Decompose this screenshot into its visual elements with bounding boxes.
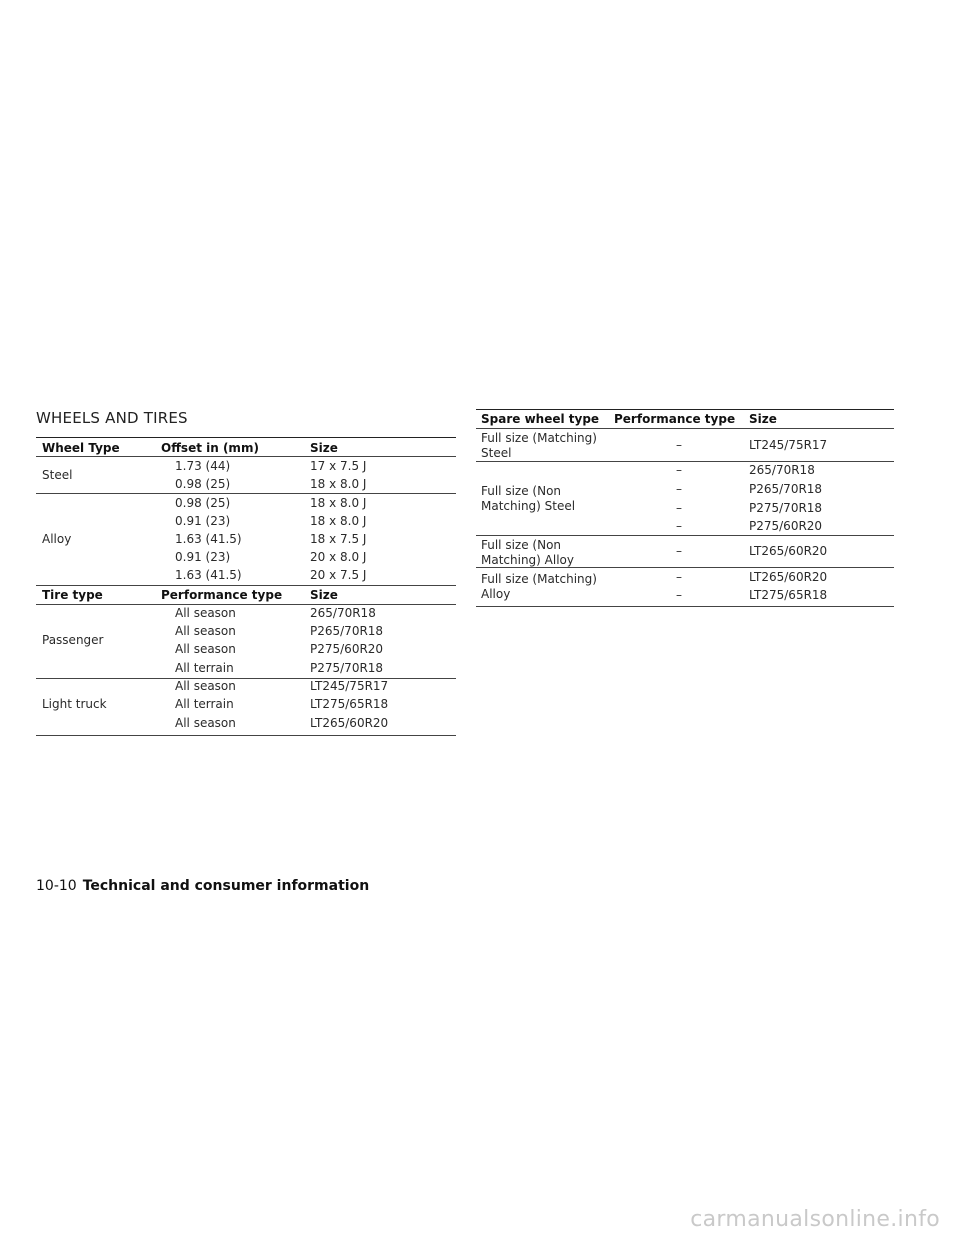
- size-cell: P265/70R18: [749, 482, 823, 496]
- size-cell: 18 x 8.0 J: [310, 496, 367, 510]
- size-cell: 20 x 7.5 J: [310, 568, 367, 582]
- size-cell: LT275/65R18: [749, 588, 828, 602]
- size-cell: P275/60R20: [310, 642, 384, 656]
- tire-type-header: Tire type: [42, 588, 103, 602]
- size-cell: P275/70R18: [749, 501, 823, 515]
- spare-type-line: Full size (Non: [481, 538, 562, 552]
- offset-header: Offset in (mm): [161, 441, 259, 455]
- performance-cell: –: [676, 463, 682, 477]
- size-cell: LT275/65R18: [310, 697, 389, 711]
- spare-type-line: Alloy: [481, 587, 511, 601]
- size-cell: 265/70R18: [310, 606, 376, 620]
- spare-type-line: Steel: [481, 446, 512, 460]
- performance-cell: –: [676, 438, 682, 452]
- offset-cell: 0.91 (23): [175, 514, 231, 528]
- wheels-tires-table: [36, 437, 456, 737]
- spare-type-line: Full size (Matching): [481, 431, 597, 445]
- performance-cell: –: [676, 544, 682, 558]
- size-cell: P275/60R20: [749, 519, 823, 533]
- performance-cell: –: [676, 570, 682, 584]
- spare-type-header: Spare wheel type: [481, 412, 600, 426]
- spare-wheel-table: [476, 409, 894, 609]
- size-cell: 18 x 8.0 J: [310, 477, 367, 491]
- size-cell: P275/70R18: [310, 661, 384, 675]
- spare-type-cell: [481, 538, 574, 568]
- size-cell: P265/70R18: [310, 624, 384, 638]
- performance-cell: All season: [175, 679, 236, 693]
- table-top-rule: [36, 437, 456, 438]
- size-cell: LT265/60R20: [749, 570, 828, 584]
- performance-header: Performance type: [161, 588, 283, 602]
- size-header: Size: [310, 441, 338, 455]
- page-footer: [36, 878, 369, 894]
- size-cell: LT265/60R20: [310, 716, 389, 730]
- wheel-type-steel: Steel: [42, 468, 73, 482]
- offset-cell: 0.91 (23): [175, 550, 231, 564]
- size-cell: LT245/75R17: [749, 438, 828, 452]
- offset-cell: 1.63 (41.5): [175, 568, 242, 582]
- offset-cell: 1.63 (41.5): [175, 532, 242, 546]
- spare-type-line: Full size (Matching): [481, 572, 597, 586]
- size-cell: LT245/75R17: [310, 679, 389, 693]
- page-number: 10-10: [36, 878, 77, 894]
- size-cell: 17 x 7.5 J: [310, 459, 367, 473]
- performance-cell: All season: [175, 606, 236, 620]
- spare-type-line: Matching) Steel: [481, 499, 576, 513]
- performance-cell: –: [676, 588, 682, 602]
- performance-cell: –: [676, 501, 682, 515]
- wheel-type-header: Wheel Type: [42, 441, 120, 455]
- watermark: carmanualsonline.info: [690, 1207, 940, 1232]
- tire-type-passenger: Passenger: [42, 633, 104, 647]
- size-cell: 20 x 8.0 J: [310, 550, 367, 564]
- size-header: Size: [749, 412, 777, 426]
- performance-cell: All terrain: [175, 697, 234, 711]
- spare-type-line: Full size (Non: [481, 484, 562, 498]
- size-cell: LT265/60R20: [749, 544, 828, 558]
- size-cell: 265/70R18: [749, 463, 815, 477]
- wheel-type-alloy: Alloy: [42, 532, 72, 546]
- size-cell: 18 x 8.0 J: [310, 514, 367, 528]
- size-header: Size: [310, 588, 338, 602]
- performance-cell: All season: [175, 642, 236, 656]
- spare-type-cell: [481, 572, 597, 602]
- offset-cell: 1.73 (44): [175, 459, 231, 473]
- offset-cell: 0.98 (25): [175, 477, 231, 491]
- performance-header: Performance type: [614, 412, 736, 426]
- performance-cell: –: [676, 519, 682, 533]
- performance-cell: All terrain: [175, 661, 234, 675]
- size-cell: 18 x 7.5 J: [310, 532, 367, 546]
- section-title: WHEELS AND TIRES: [36, 409, 188, 427]
- performance-cell: –: [676, 482, 682, 496]
- spare-type-cell: [481, 431, 597, 461]
- tire-type-light-truck: Light truck: [42, 697, 107, 711]
- footer-section-name: Technical and consumer information: [82, 878, 370, 894]
- spare-type-line: Matching) Alloy: [481, 553, 574, 567]
- performance-cell: All season: [175, 624, 236, 638]
- spare-type-cell: [481, 484, 575, 514]
- offset-cell: 0.98 (25): [175, 496, 231, 510]
- performance-cell: All season: [175, 716, 236, 730]
